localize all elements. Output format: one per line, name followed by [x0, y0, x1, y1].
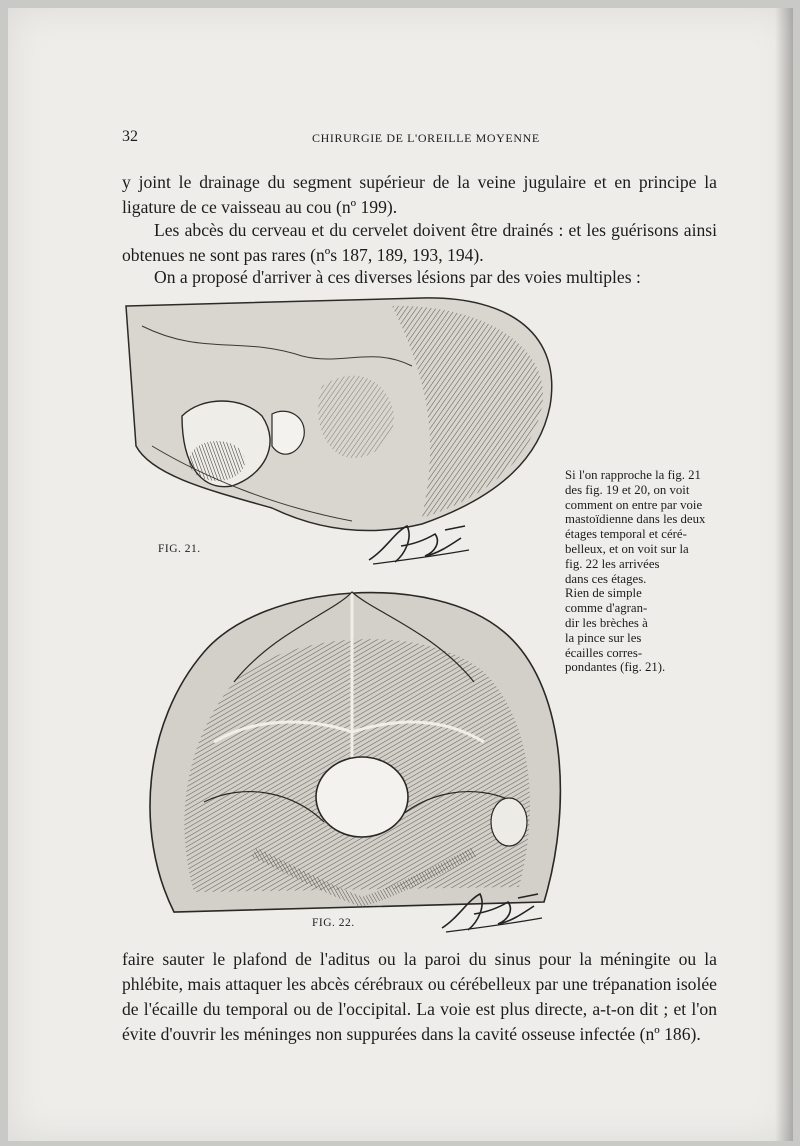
figure-22-engraving: [134, 572, 570, 917]
figure-caption: Si l'on rapproche la fig. 21 des fig. 19 et 20, on voit comment on entre par voie mastoïdienne dans les deux étages temporal et céré- belleux, et on voit sur la fig. 22 les arrivées dans ces étages. Rien de simple comme d'agran- dir les brèches à la pince sur les écailles corres- pondantes (fig. 21).: [565, 468, 706, 675]
figure-21-label: FIG. 21.: [158, 543, 201, 555]
running-head: CHIRURGIE DE L'OREILLE MOYENNE: [312, 131, 540, 145]
paragraph-1: y joint le drainage du segment supérieur de la veine jugulaire et en principe la ligature de ce vaisseau au cou (nº 199).: [122, 172, 717, 217]
artist-signature-fig22: [438, 888, 548, 936]
page-number: 32: [122, 128, 138, 145]
paragraph-2: Les abcès du cerveau et du cervelet doivent être drainés : et les guérisons ainsi obtenues ne sont pas rares (nºs 187, 189, 193, 194).: [122, 220, 717, 265]
figure-21-engraving: [122, 296, 562, 536]
paragraph-4: faire sauter le plafond de l'aditus ou la paroi du sinus pour la méningite ou la phlébite, mais attaquer les abcès cérébraux ou cérébelleux par une trépanation isolée de l'écaille du temporal ou de l'occipital. La voie est plus directe, a-t-on dit ; et l'on évite d'ouvrir les méninges non suppurées dans la cavité osseuse infectée (nº 186).: [122, 949, 717, 1044]
figure-22-label: FIG. 22.: [312, 917, 355, 929]
page-edge-shadow: [775, 8, 793, 1141]
paragraph-3: On a proposé d'arriver à ces diverses lésions par des voies multiples :: [154, 267, 641, 287]
page-header: [122, 128, 717, 148]
artist-signature-fig21: [365, 520, 475, 568]
